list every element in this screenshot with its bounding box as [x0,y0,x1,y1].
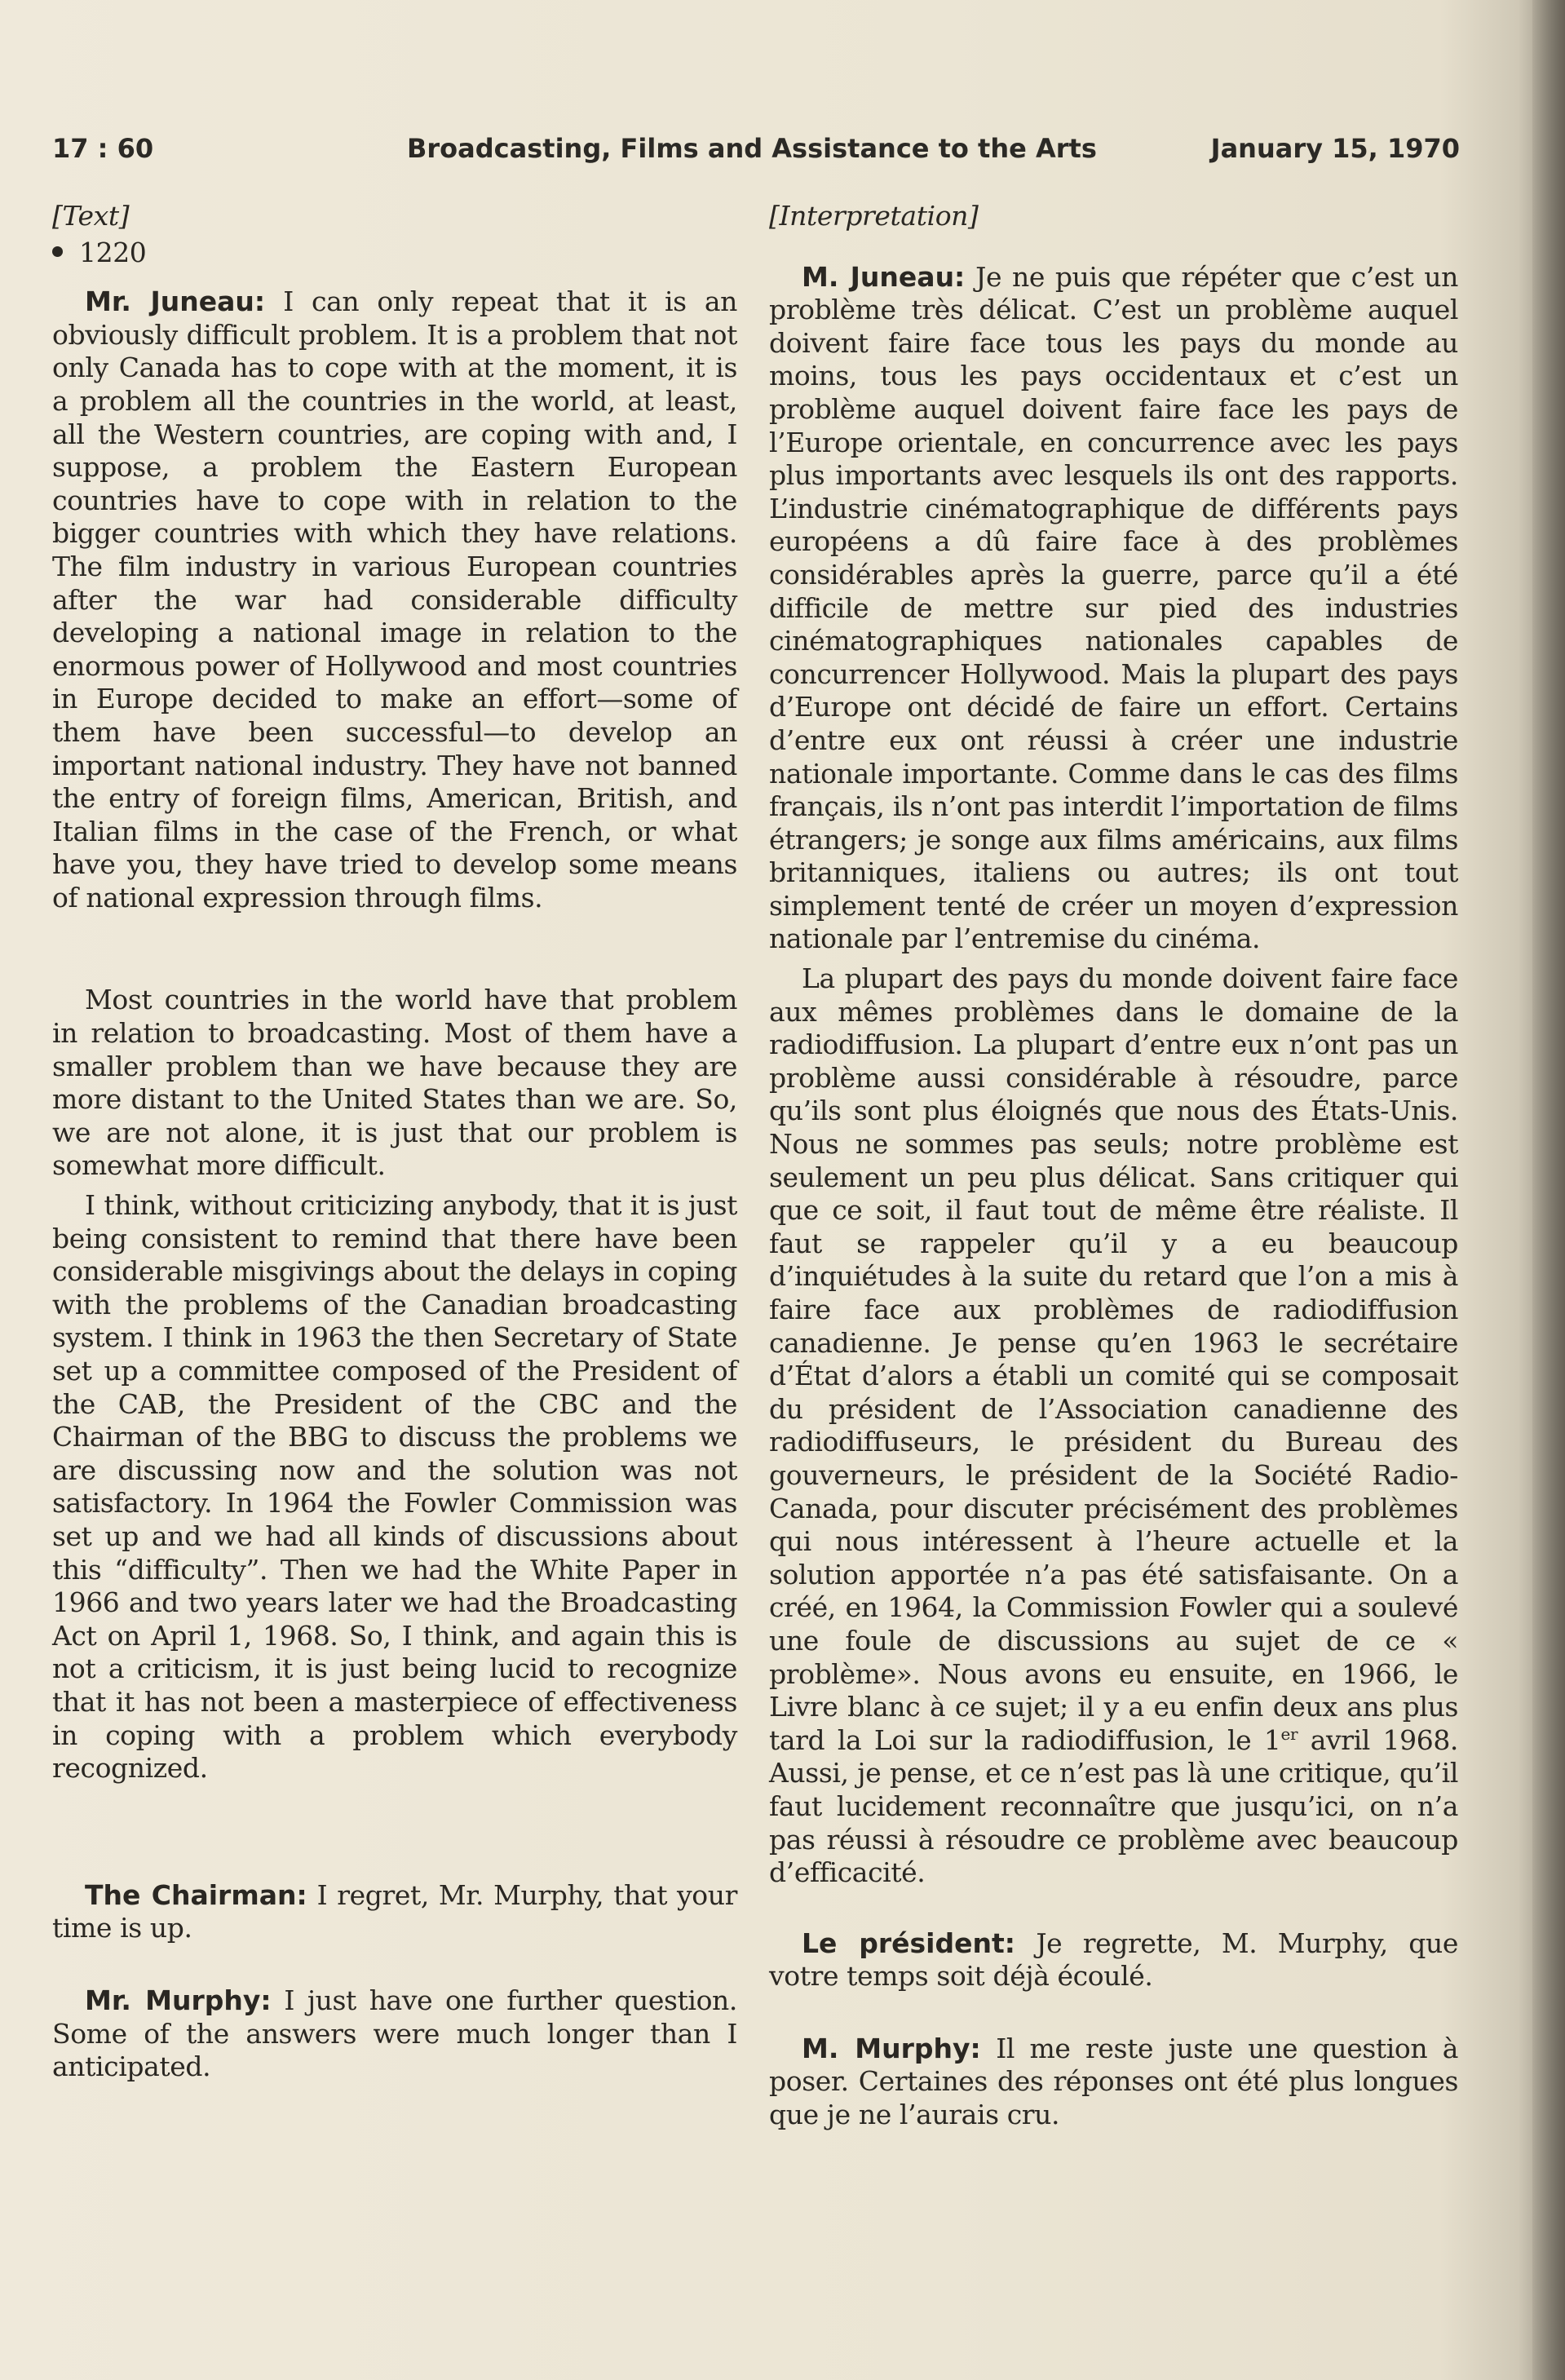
paragraph-criticism-en: I think, without criticizing anybody, that it is just being consistent to remind that there have been considerable misgivings about the delays in coping with the problems of the Canadian broadcasting system. I think in 1963 the then Secretary of State set up a committee composed of the President of the CAB, the President of the CBC and the Chairman of the BBG to discuss the problems we are discussing now and the solution was not satisfactory. In 1964 the Fowler Commission was set up and we had all kinds of discussions about this “difficulty”. Then we had the White Paper in 1966 and two years later we had the Broadcasting Act on April 1, 1968. So, I think, and again this is not a criticism, it is just being lucid to recognize that it has not been a masterpiece of effectiveness in coping with a problem which everybody recognized. [52,1189,737,1785]
speaker-name: The Chairman: [85,1878,307,1911]
english-column [52,200,737,2084]
paragraph-president-fr [769,1927,1458,1993]
paragraph-text: Il me reste juste une question à poser. Certaines des réponses ont été plus longues que je ne l’aurais cru. [769,2032,1459,2131]
speaker-name: Mr. Juneau: [85,285,266,318]
paragraph-radiodiffusion-fr [769,962,1458,1890]
speaker-name: M. Murphy: [802,2032,981,2064]
paragraph-text: La plupart des pays du monde doivent faire face aux mêmes problèmes dans le domaine de la radiodiffusion. La plupart d’entre eux n’ont pas un problème aussi considérable à résoudre, parce qu’ils sont plus éloignés que nous des États-Unis. Nous ne sommes pas seuls; notre problème est seulement un peu plus délicat. Sans critiquer qui que ce soit, il faut tout de même être réaliste. Il faut se rappeler qu’il y a eu beaucoup d’inquiétudes à la suite du retard que l’on a mis à faire face aux problèmes de radiodiffusion canadienne. Je pense qu’en 1963 le secrétaire d’État d’alors a établi un comité qui se composait du président de l’Association canadienne des radiodiffuseurs, le président du Bureau des gouverneurs, le président de la Société Radio-Canada, pour discuter précisément des problèmes qui nous intéressent à l’heure actuelle et la solution apportée n’a pas été satisfaisante. On a créé, en 1964, la Commission Fowler qui a soulevé une foule de discussions au sujet de ce « problème». Nous avons eu ensuite, en 1966, le Livre blanc à ce sujet; il y a eu enfin deux ans plus tard la Loi sur la radiodiffusion, le [769,962,1458,1756]
speaker-name: Le président: [802,1927,1015,1959]
paragraph-murphy-en [52,1984,737,2084]
paragraph-juneau-en [52,285,737,914]
paragraph-text: Je regrette, M. Murphy, que votre temps soit déjà écoulé. [769,1927,1458,1993]
paragraph-text: Je ne puis que répéter que c’est un problème très délicat. C’est un problème auquel doivent faire face tous les pays du monde au moins, tous les pays occidentaux et c’est un problème auquel doivent faire face les pays de l’Europe orientale, en concurrence avec les pays plus importants avec lesquels ils ont des rapports. L’industrie cinématographique de différents pays européens a dû faire face à des problèmes considérables après la guerre, parce qu’il a été difficile de mettre sur pied des industries cinématographiques nationales capables de concurrencer Hollywood. Mais la plupart des pays d’Europe ont décidé de faire un effort. Certains d’entre eux ont réussi à créer une industrie nationale importante. Comme dans le cas des films français, ils n’ont pas interdit l’importation de films étrangers; je songe aux films américains, aux films britanniques, italiens ou autres; ils ont tout simplement tenté de créer un moyen d’expression nationale par l’entremise du cinéma. [769,260,1459,955]
header-date: January 15, 1970 [1210,133,1460,164]
speaker-name: Mr. Murphy: [85,1984,272,2016]
paragraph-text: I regret, Mr. Murphy, that your time is up. [52,1878,737,1944]
speaker-name: M. Juneau: [802,260,966,293]
paragraph-murphy-fr [769,2033,1458,2132]
paragraph-broadcasting-en: Most countries in the world have that problem in relation to broadcasting. Most of them have a smaller problem than we have because they are more distant to the United States than we are. So, we are not alone, it is just that our problem is somewhat more difficult. [52,984,737,1182]
paragraph-text-end: avril 1968. Aussi, je pense, et ce n’est pas là une critique, qu’il faut lucidement reconnaître que jusqu’ici, on n’a pas réussi à résoudre ce problème avec beaucoup d’efficacité. [769,1723,1459,1889]
paragraph-juneau-fr [769,261,1458,956]
text-label: [Text] [52,200,130,232]
bullet-icon [52,246,63,257]
binding-shadow [1532,0,1565,2380]
paragraph-chairman-en [52,1879,737,1945]
time-marker-value: 1220 [79,236,147,268]
french-column [769,200,1458,2132]
page-header [52,133,1460,172]
interpretation-label: [Interpretation] [769,200,979,232]
ordinal-suffix: er [1280,1723,1298,1744]
date-day: 1 [1263,1723,1281,1756]
time-marker [52,237,737,270]
page-number: 17 : 60 [52,133,154,164]
running-title: Broadcasting, Films and Assistance to the Arts [407,133,1097,164]
paragraph-text: I can only repeat that it is an obviously difficult problem. It is a problem that not only Canada has to cope with at the moment, it is a problem all the countries in the world, at least, all the Western countries, are coping with and, I suppose, a problem the Eastern European countries have to cope with in relation to the bigger countries with which they have relations. The film industry in various European countries after the war had considerable difficulty developing a national image in relation to the enormous power of Hollywood and most countries in Europe decided to make an effort—some of them have been successful—to develop an important national industry. They have not banned the entry of foreign films, American, British, and Italian films in the case of the French, or what have you, they have tried to develop some means of national expression through films. [52,285,737,914]
paragraph-text: I just have one further question. Some of the answers were much longer than I anticipated. [52,1984,737,2083]
